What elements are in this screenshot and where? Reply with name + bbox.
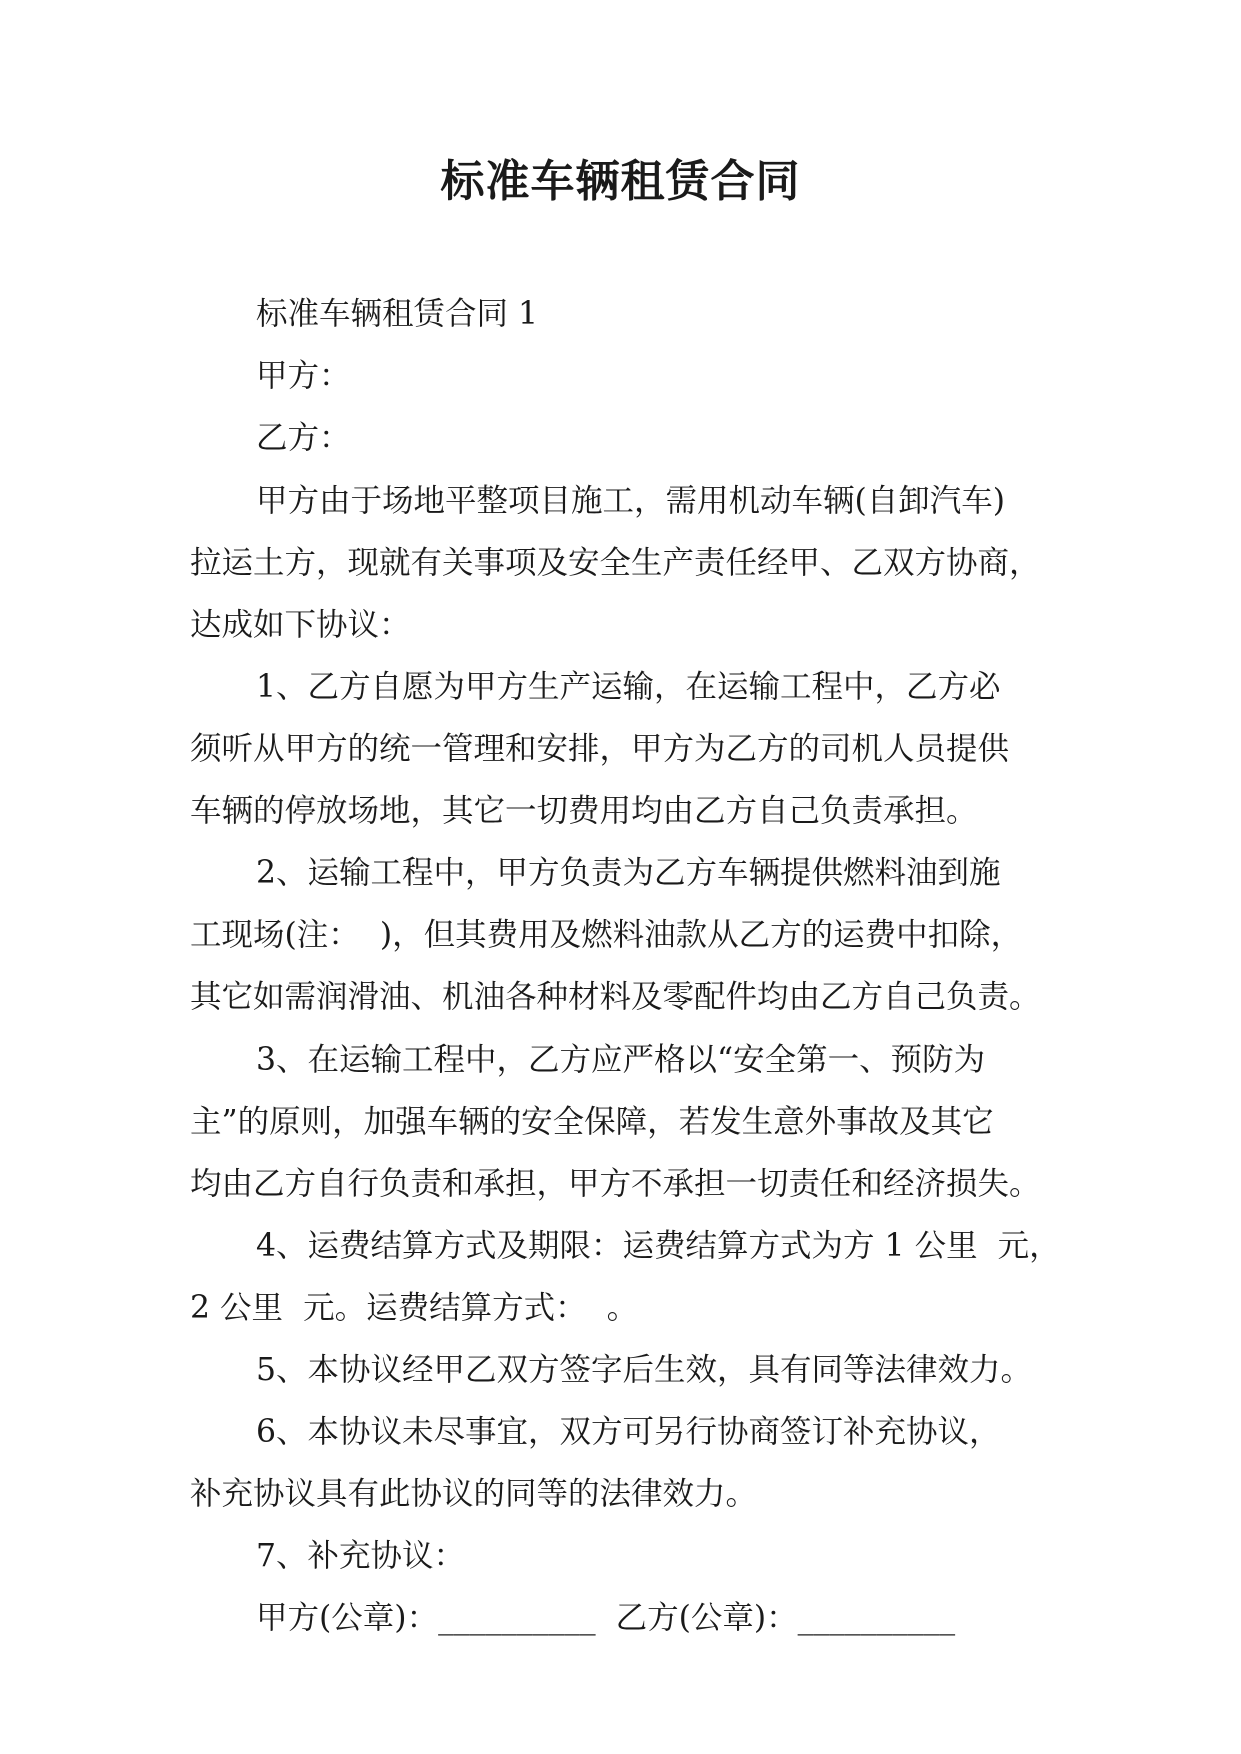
clause-1-line-1: 1、乙方自愿为甲方生产运输，在运输工程中，乙方必 — [256, 669, 1001, 705]
signature-line: 甲方(公章)：__________ 乙方(公章)：__________ — [256, 1600, 956, 1636]
clause-1-line-2: 须听从甲方的统一管理和安排，甲方为乙方的司机人员提供 — [190, 731, 1010, 767]
preamble-line-2: 拉运土方，现就有关事项及安全生产责任经甲、乙双方协商， — [190, 545, 1041, 581]
clause-2-line-1: 2、运输工程中，甲方负责为乙方车辆提供燃料油到施 — [256, 855, 1001, 891]
clause-1-line-3: 车辆的停放场地，其它一切费用均由乙方自己负责承担。 — [190, 793, 978, 829]
clause-6-line-1: 6、本协议未尽事宜，双方可另行协商签订补充协议， — [256, 1414, 1001, 1450]
document-title: 标准车辆租赁合同 — [440, 156, 801, 207]
preamble-line-3: 达成如下协议： — [190, 607, 411, 643]
party-b-line: 乙方： — [256, 420, 351, 456]
preamble-line-1: 甲方由于场地平整项目施工，需用机动车辆(自卸汽车) — [256, 483, 1006, 519]
clause-4-line-2: 2 公里 元。运费结算方式： 。 — [190, 1290, 639, 1326]
clause-3-line-1: 3、在运输工程中，乙方应严格以“安全第一、预防为 — [256, 1042, 986, 1078]
clause-7: 7、补充协议： — [256, 1538, 466, 1574]
clause-4-line-1: 4、运费结算方式及期限：运费结算方式为方 1 公里 元， — [256, 1228, 1061, 1264]
party-a-line: 甲方： — [256, 358, 351, 394]
clause-3-line-3: 均由乙方自行负责和承担，甲方不承担一切责任和经济损失。 — [190, 1166, 1041, 1202]
clause-3-line-2: 主”的原则，加强车辆的安全保障，若发生意外事故及其它 — [190, 1104, 994, 1140]
clause-2-line-2: 工现场(注： )，但其费用及燃料油款从乙方的运费中扣除， — [190, 917, 1023, 953]
clause-5: 5、本协议经甲乙双方签字后生效，具有同等法律效力。 — [256, 1352, 1033, 1388]
contract-subtitle: 标准车辆租赁合同 1 — [256, 296, 539, 332]
clause-2-line-3: 其它如需润滑油、机油各种材料及零配件均由乙方自己负责。 — [190, 979, 1041, 1015]
clause-6-line-2: 补充协议具有此协议的同等的法律效力。 — [190, 1476, 758, 1512]
